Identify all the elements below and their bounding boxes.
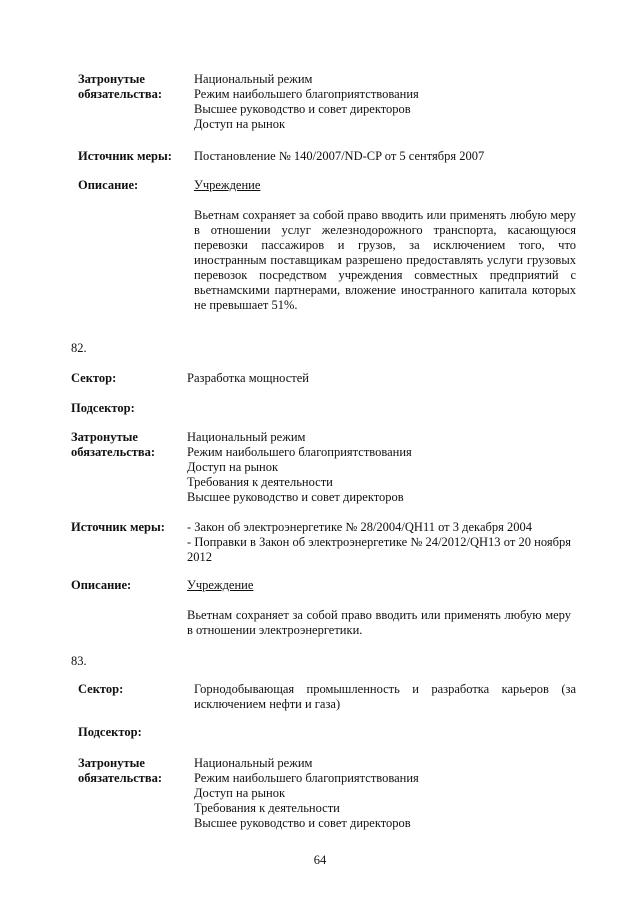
subsector-label: Подсектор:	[78, 725, 142, 739]
obligation-item: Доступ на рынок	[187, 460, 279, 474]
sector-label: Сектор:	[78, 682, 124, 696]
affected-obligations-label: Затронутые обязательства:	[71, 430, 156, 459]
source-label: Источник меры:	[71, 520, 165, 534]
obligation-item: Высшее руководство и совет директоров	[187, 490, 404, 504]
description-label: Описание:	[78, 178, 139, 192]
obligation-item: Требования к деятельности	[194, 801, 340, 815]
source-list	[187, 520, 571, 565]
sector-value: Разработка мощностей	[187, 371, 309, 385]
obligation-item: Высшее руководство и совет директоров	[194, 102, 411, 116]
description-heading: Учреждение	[187, 578, 254, 592]
description-heading: Учреждение	[194, 178, 261, 192]
description-text: Вьетнам сохраняет за собой право вводить или применять любую меру в отношении услуг железнодорожного транспорта, касающуюся перевозки пассажиров и грузов, за исключением того, что иностранным поставщикам разрешено предоставлять услуги грузовых перевозок посредством учреждения совместных предприятий с вьетнамскими партнерами, вложение иностранного капитала которых не превышает 51%.	[194, 208, 576, 312]
obligation-item: Национальный режим	[194, 72, 313, 86]
subsector-label: Подсектор:	[71, 401, 135, 415]
affected-obligations-label: Затронутые обязательства:	[78, 756, 163, 785]
sector-value: Горнодобывающая промышленность и разработка карьеров (за исключением нефти и газа)	[194, 682, 576, 711]
obligation-item: Требования к деятельности	[187, 475, 333, 489]
description-text: Вьетнам сохраняет за собой право вводить или применять любую меру в отношении электроэнергетики.	[187, 608, 571, 637]
obligation-item: Доступ на рынок	[194, 117, 286, 131]
affected-obligations-list	[187, 430, 571, 505]
entry-82	[71, 371, 571, 641]
obligation-item: Режим наибольшего благоприятствования	[187, 445, 412, 459]
description-label: Описание:	[71, 578, 132, 592]
obligation-item: Доступ на рынок	[194, 786, 286, 800]
affected-obligations-label: Затронутые обязательства:	[78, 72, 163, 101]
source-value: Постановление № 140/2007/ND-CP от 5 сентября 2007	[194, 149, 485, 163]
page-number: 64	[313, 853, 327, 867]
sector-label: Сектор:	[71, 371, 117, 385]
obligation-item: Национальный режим	[187, 430, 306, 444]
entry-number-83: 83.	[71, 654, 87, 668]
obligation-item: Высшее руководство и совет директоров	[194, 816, 411, 830]
entry-number-82: 82.	[71, 341, 87, 355]
entry-83	[78, 682, 578, 832]
affected-obligations-list	[194, 756, 578, 831]
source-item: - Закон об электроэнергетике № 28/2004/QH11 от 3 декабря 2004	[187, 520, 532, 534]
obligation-item: Национальный режим	[194, 756, 313, 770]
source-label: Источник меры:	[78, 149, 172, 163]
affected-obligations-list	[194, 72, 578, 132]
entry-81	[78, 72, 578, 317]
source-item: - Поправки в Закон об электроэнергетике № 24/2012/QH13 от 20 ноября 2012	[187, 535, 571, 564]
obligation-item: Режим наибольшего благоприятствования	[194, 771, 419, 785]
obligation-item: Режим наибольшего благоприятствования	[194, 87, 419, 101]
